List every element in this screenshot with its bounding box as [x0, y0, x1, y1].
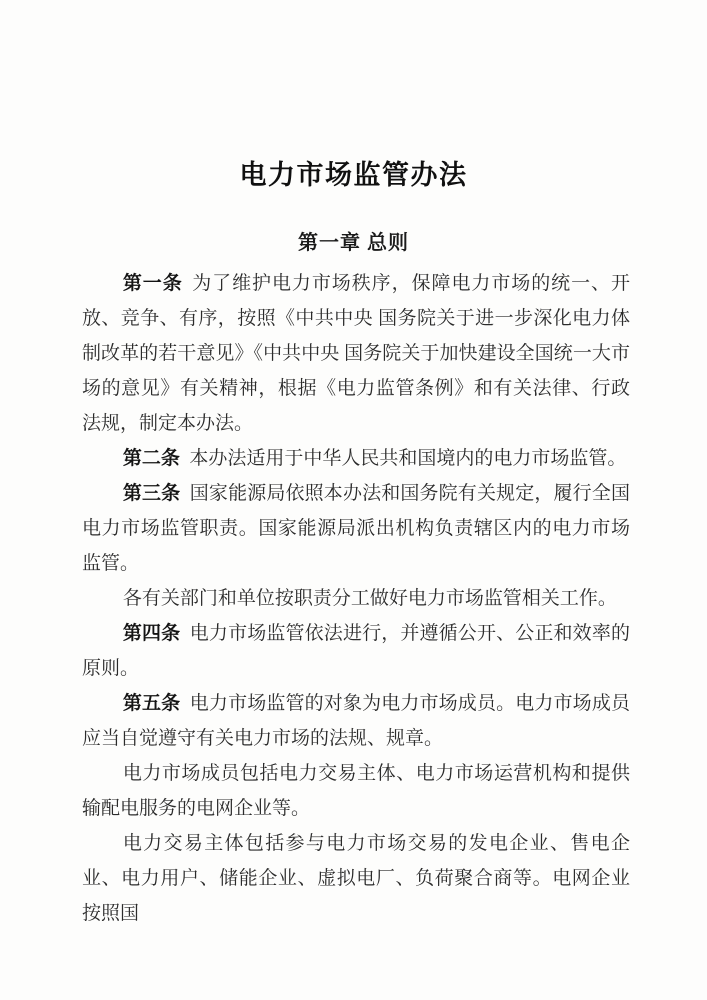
- paragraph-article-5-continued-1: [82, 756, 630, 826]
- document-body: [82, 266, 630, 931]
- article-3-number: 第三条: [122, 483, 181, 504]
- document-title: 电力市场监管办法: [239, 160, 468, 190]
- paragraph-8-text: 电力交易主体包括参与电力市场交易的发电企业、售电企业、电力用户、储能企业、虚拟电厂、负荷聚合商等。电网企业按照国: [82, 833, 630, 924]
- paragraph-4-text: 各有关部门和单位按职责分工做好电力市场监管相关工作。: [122, 588, 617, 609]
- paragraph-article-2: [82, 441, 630, 476]
- article-5-text: 电力市场监管的对象为电力市场成员。电力市场成员应当自觉遵守有关电力市场的法规、规章。: [82, 693, 630, 749]
- article-2-text: 本办法适用于中华人民共和国境内的电力市场监管。: [189, 448, 627, 469]
- article-4-number: 第四条: [122, 623, 181, 644]
- article-3-text: 国家能源局依照本办法和国务院有关规定，履行全国电力市场监管职责。国家能源局派出机构负责辖区内的电力市场监管。: [82, 483, 630, 574]
- paragraph-article-1: [82, 266, 630, 441]
- article-2-number: 第二条: [122, 448, 180, 469]
- article-5-number: 第五条: [122, 693, 181, 714]
- paragraph-article-5-continued-2: [82, 826, 630, 931]
- article-1-number: 第一条: [122, 273, 183, 294]
- paragraph-7-text: 电力市场成员包括电力交易主体、电力市场运营机构和提供输配电服务的电网企业等。: [82, 763, 630, 819]
- article-1-text: 为了维护电力市场秩序，保障电力市场的统一、开放、竞争、有序，按照《中共中央 国务院关于进一步深化电力体制改革的若干意见》《中共中央 国务院关于加快建设全国统一大市场的意见》有关精神，根据《电力监管条例》和有关法律、行政法规，制定本办法。: [82, 273, 630, 434]
- paragraph-article-3-continued: [82, 581, 630, 616]
- article-4-text: 电力市场监管依法进行，并遵循公开、公正和效率的原则。: [82, 623, 630, 679]
- paragraph-article-5: [82, 686, 630, 756]
- paragraph-article-3: [82, 476, 630, 581]
- chapter-heading: 第一章 总则: [298, 232, 409, 254]
- paragraph-article-4: [82, 616, 630, 686]
